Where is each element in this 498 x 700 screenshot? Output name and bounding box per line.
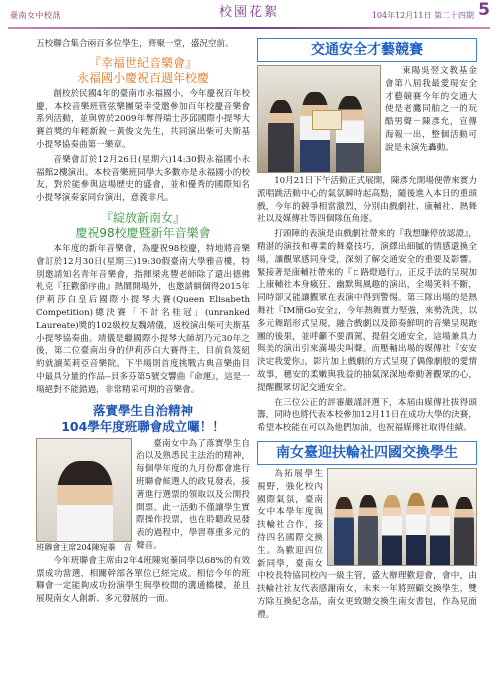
right-column (257, 38, 477, 624)
article-centennial-title2: 永福國小慶祝百週年校慶 (76, 70, 209, 85)
council-photo-caption: 班聯會主席204陳宛蓁 音 (36, 542, 132, 552)
exchange-students-photo (327, 468, 477, 566)
article-concert (36, 211, 250, 397)
article-traffic-p1: 東陽吳翌文教基金會第八屆我最愛現安全才藝競賽今年的交通大使是老鷹同舶之一的玩酷男聲－陳彥允，宣傳海報一出，整個活動可說是未演先轟動。 (385, 66, 477, 153)
traffic-award-photo (257, 65, 381, 173)
student-figure-5 (430, 495, 450, 565)
article-traffic-p3: 打頭陣的表演是由戲劇社帶來的『我想賺停放認證』，精湛的演技和專業的舞臺技巧，演繹出細膩的情感還換全場，讓觀眾感同身受，深刻了解交通安全的重要及影響。緊接著是康輔社帶來的『ㄈ路燈過行』，正反手法的呈現加上康輔社本身瘋狂、幽默與風趣的演出，全場笑料不斷，同時卻又能讓觀眾在表演中得到警惕。第三隊出場的是熱舞社『IM簡Go安全』，今年熱舞實力堅強，來勢洗洗，以多元舞蹈形式呈現，融合戲劇以及節奏鮮明的音樂呈現跑團的後果，並呼籲不要酒駕，提倡交通安全，這場兼具力與美的演出引來滿場尖叫聲。而壓軸出場的媒傳社『安安決定我愛你』，影片加上戲劇的方式呈現了偶像劇般的愛情故事，穗安的柔嫩與我益的抽氣深深地牽動著觀眾的心，提醒觀眾切記交通安全。 (257, 229, 477, 393)
student-figure-1 (334, 497, 354, 565)
article-traffic-title: 交通安全才藝競賽 (257, 38, 477, 62)
article-centennial (36, 56, 250, 205)
article-council-p1: 臺南女中為了落實學生自治以及熟悉民主法治的精神，每個學年度的九月份都會進行班聯會候選人的政見發表，接著進行選票的領取以及公開投開票。此一活動不僅讓學生實際操作投票，也在聆聽政見發表的過程中，學習尊重多元的聲音。 (136, 438, 250, 551)
council-president-photo (36, 438, 132, 542)
award-plaque (312, 110, 342, 130)
left-column (36, 38, 250, 608)
article-centennial-title1: 『幸福世紀音樂會』 (88, 55, 197, 70)
page-header (0, 0, 498, 36)
intro-line: 五校聯合集合兩百多位學生，齊聚一堂，盛況空前。 (36, 39, 234, 49)
person-figure (57, 461, 113, 541)
article-exchange-title: 南女臺迎扶輪社四國交換學生 (257, 441, 477, 465)
article-council-body (36, 438, 250, 555)
issue-date: 104年12月11日 第二十四期 (371, 11, 474, 20)
article-centennial-p1: 創校於民國4年的臺南市永福國小，今年慶祝百年校慶，本校音樂班管弦樂團榮幸受邀參加百年校慶音樂會系列活動，並與曾於2009年奪得瑞士莎邱國際小提琴大賽首獎的年輕新銳－黃俊文先生，共同演出柴可夫斯基小提琴協奏曲第一樂章。 (36, 88, 250, 150)
article-exchange-students (257, 441, 477, 624)
article-concert-p1: 本年度的新年音樂會，為慶祝98校慶，特地將音樂會訂於12月30日(星期三)19:30假臺南大學雅音樓，特別邀請知名青年音樂會，指揮梁兆豐老師除了還出德佛札克『狂歡節序曲』熱鬧開場外，也邀請網個得2015年伊莉莎白皇后國際小提琴大賽(Queen Elisabeth Competition)總決賽「不計名桂冠」(unranked Laureate)獎的102級校友魏靖儀，返校演出柴可夫斯基小提琴協奏曲。靖儀是繼國際小提琴大師胡乃元30年之後，第二位臺南出身的伊莉莎白大賽得主，目前負笈紐約就讀茱莉亞音樂院。下半場則首度挑戰古典音樂曲目中最具分量的作品--貝多芬第5號交響曲『命運』，這是一場絕對不能錯過，非常精采可期的音樂會。 (36, 243, 250, 395)
student-figure-6 (454, 497, 474, 565)
article-council-title1: 落實學生自治精神 (92, 402, 193, 418)
student-figure-4 (406, 493, 426, 565)
newsletter-name: 臺南女中校訊 (10, 11, 61, 20)
award-person-center (300, 92, 330, 172)
award-person-right (336, 96, 364, 172)
article-exchange-p1: 為拓展學生視野，強化校內國際氣氛，臺南女中本學年度與扶輪社合作，接待四名國際交換生。為歡迎四位新同學，臺南女中校長特協同校內一級主管，盛大辦理歡迎會，會中，由扶輪社社友代表感謝南女，未來一年將照顧交換學生，雙方除互換紀念品，南女更致贈交換生南女書包，作為見面禮。 (257, 468, 477, 620)
article-traffic-p4: 在三位公正的評審嚴謹評選下，本屆由媒傳社拔得頭籌，同時也將代表本校參加12月11日在成功大學的決賽，希望本校能在可以為他們加油，也祝福媒傳社取得佳績。 (257, 397, 477, 434)
section-title: 校園花絮 (218, 5, 279, 20)
article-council-p2: 今年班聯會主席由2年4班陳宛蓁同學以68%的有效票成功當選，相關幹部各單位已經完成。相信今年的班聯會一定能夠成功扮演學生與學校間的溝通橋樑，並且展現南女人創新、多元發展的一面。 (36, 555, 250, 605)
article-exchange-body (257, 468, 477, 624)
article-concert-title1: 『綻放新南女』 (100, 210, 185, 225)
council-photo-block (36, 438, 132, 553)
student-figure-3 (382, 495, 402, 565)
article-traffic-p2: 10月21日下午活動正式展開，陳彥允開場便帶來實力派唱跳活動中心的氣氛瞬時起高點，隨後進入本日的重頭戲，今年的競爭相當激烈，分別由戲劇社、康輔社、熱舞社以及媒傳社等四個隊伍角逐。 (257, 176, 477, 225)
student-figure-2 (358, 495, 378, 565)
header-rule (8, 27, 490, 29)
article-centennial-p2: 音樂會訂於12月26日(星期六)14:30假永福國小永福館2樓演出。本校音樂班同學大多數亦是永福國小的校友，對於能參與這場歷史的盛會，並和優秀的國際知名小提琴演奏家同台演出，意義非凡。 (36, 154, 250, 204)
page-number: 5 (478, 0, 490, 20)
article-council-title2: 104學年度班聯會成立囉！！ (61, 418, 225, 434)
article-concert-title2: 慶祝98校慶暨新年音樂會 (75, 225, 211, 240)
award-person-left (268, 100, 294, 172)
article-traffic-body (257, 65, 477, 175)
article-traffic-safety (257, 38, 477, 435)
article-student-council (36, 403, 250, 606)
